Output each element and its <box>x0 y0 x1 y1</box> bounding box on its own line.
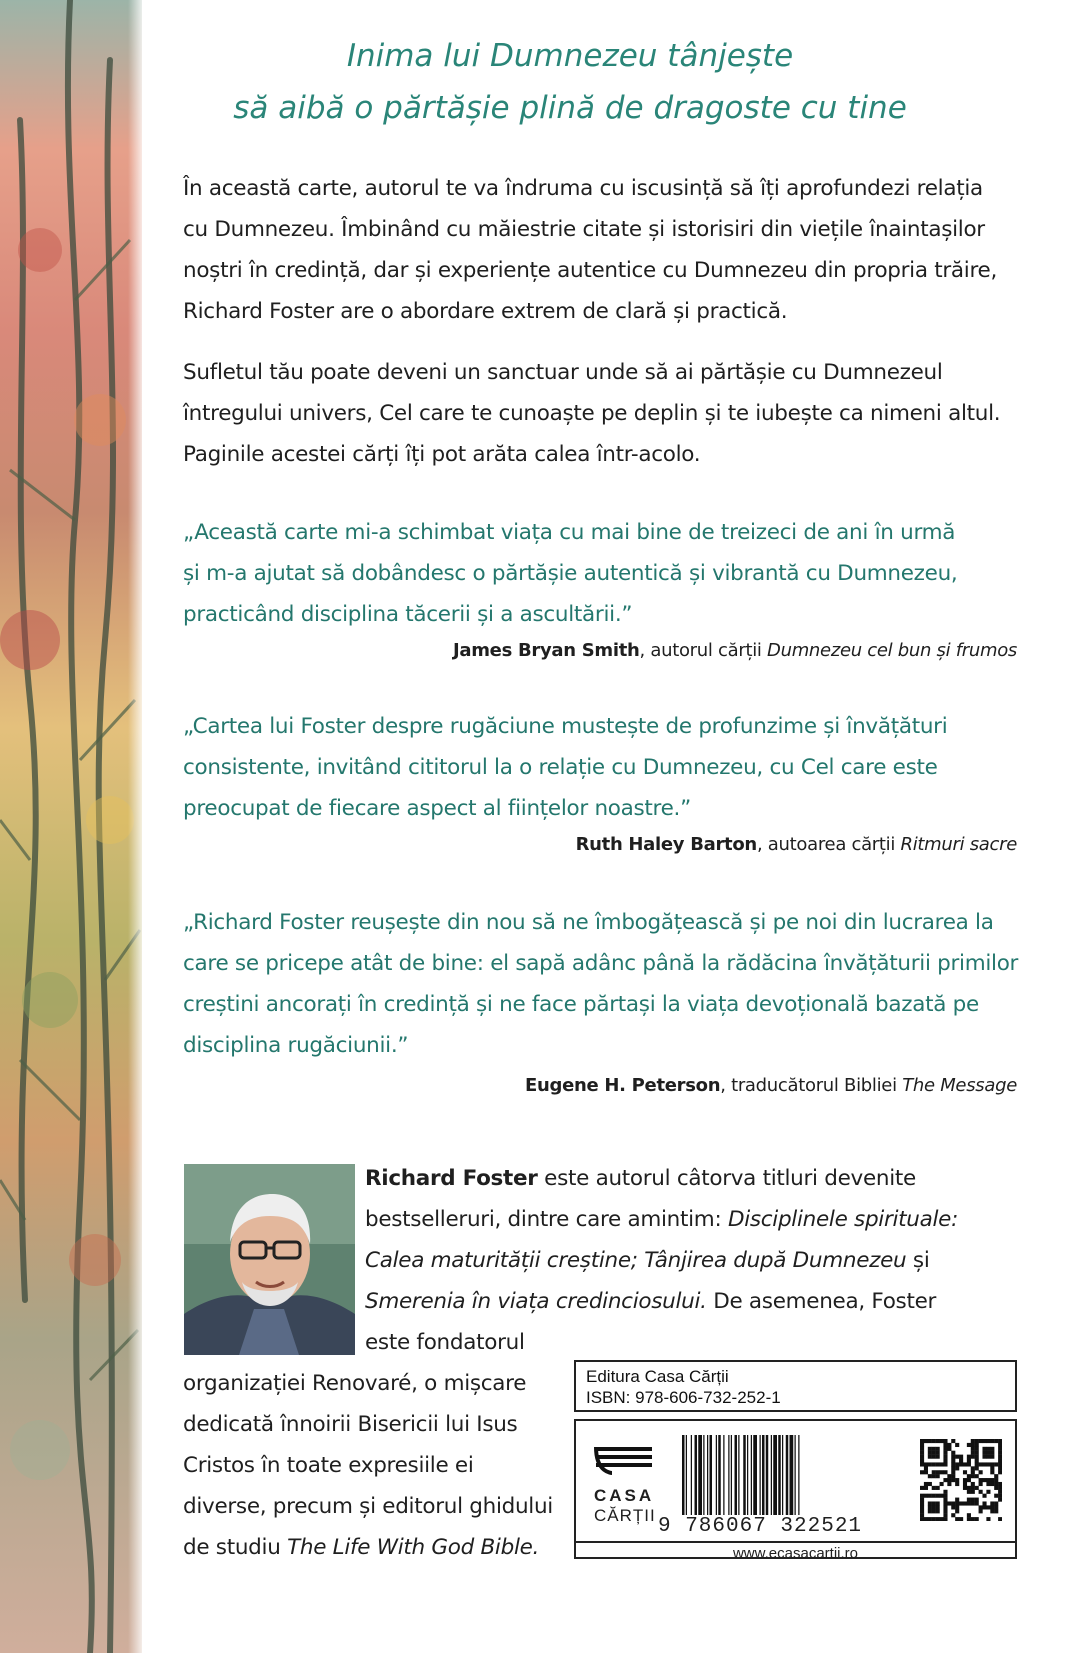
text-line: Richard Foster are o abordare extrem de clară și practică. <box>183 299 788 324</box>
bio-text: și <box>906 1248 930 1273</box>
logo-text-1: CASA <box>594 1486 655 1505</box>
bio-text: diverse, precum și editorul ghidului <box>183 1494 553 1519</box>
website-url: www.ecasacartii.ro <box>576 1541 1015 1563</box>
bio-text: De asemenea, Foster <box>706 1289 937 1314</box>
text-line: cu Dumnezeu. Îmbinând cu măiestrie citate și istorisiri din viețile înaintașilor <box>183 217 985 242</box>
quote-author: James Bryan Smith <box>452 640 640 661</box>
bio-text: organizației Renovaré, o mișcare <box>183 1371 527 1396</box>
quote-work: The Message <box>902 1075 1017 1096</box>
quote-line: creștini ancorați în credință și ne face părtași la viața devoțională bazată pe <box>183 992 979 1017</box>
tagline-line-1: Inima lui Dumnezeu tânjește <box>346 38 794 74</box>
text-line: Paginile acestei cărți îți pot arăta calea într-acolo. <box>183 442 701 467</box>
quote-line: „Această carte mi-a schimbat viața cu mai bine de treizeci de ani în urmă <box>183 520 956 545</box>
logo-text-2: CĂRȚII <box>594 1506 656 1525</box>
qr-code-icon <box>920 1439 1002 1521</box>
quote-author: Ruth Haley Barton <box>575 834 757 855</box>
text-line: În această carte, autorul te va îndruma cu iscusință să îți aprofundezi relația <box>183 176 983 201</box>
quote-line: „Richard Foster reușește din nou să ne îmbogățească și pe noi din lucrarea la <box>183 910 994 935</box>
author-bio-top <box>365 1158 958 1363</box>
text-line: întregului univers, Cel care te cunoaște pe deplin și te iubește ca nimeni altul. <box>183 401 1001 426</box>
quote-1-attribution <box>453 640 1017 661</box>
watercolor-art-strip <box>0 0 142 1653</box>
quote-author: Eugene H. Peterson <box>524 1075 721 1096</box>
quote-line: care se pricepe atât de bine: el sapă adânc până la rădăcina învățăturii primilor <box>183 951 1019 976</box>
tree-branches-illustration <box>0 0 142 1653</box>
author-photo <box>184 1164 355 1355</box>
author-bio-bottom <box>183 1363 553 1568</box>
quote-author-role: , traducătorul Bibliei <box>720 1075 903 1096</box>
isbn-text: ISBN: 978-606-732-252-1 <box>586 1388 781 1407</box>
imprint-box <box>574 1360 1017 1412</box>
quote-3-attribution <box>525 1075 1017 1096</box>
bio-text: este fondatorul <box>365 1330 525 1355</box>
quote-line: disciplina rugăciunii.” <box>183 1033 409 1058</box>
quote-3 <box>183 902 1019 1066</box>
quote-line: consistente, invitând cititorul la o relație cu Dumnezeu, cu Cel care este <box>183 755 938 780</box>
quote-2 <box>183 706 1013 829</box>
author-name: Richard Foster <box>365 1166 538 1191</box>
quote-1 <box>183 512 1013 635</box>
description-paragraph-2 <box>183 352 1013 475</box>
bio-book-title: Calea maturității creștine; Tânjirea după Dumnezeu <box>365 1248 907 1273</box>
publisher-logo <box>594 1443 664 1526</box>
text-line: noștri în credință, dar și experiențe autentice cu Dumnezeu din propria trăire, <box>183 258 998 283</box>
art-fade-edge <box>128 0 142 1653</box>
description-paragraph-1 <box>183 168 1013 332</box>
barcode-box <box>574 1419 1017 1562</box>
quote-line: și m-a ajutat să dobândesc o părtășie autentică și vibrantă cu Dumnezeu, <box>183 561 958 586</box>
bio-text: este autorul câtorva titluri devenite <box>537 1166 916 1191</box>
quote-line: preocupat de fiecare aspect al ființelor noastre.” <box>183 796 691 821</box>
quote-line: „Cartea lui Foster despre rugăciune mustește de profunzime și învățături <box>183 714 948 739</box>
barcode-bars <box>680 1435 910 1517</box>
tagline-line-2: să aibă o părtășie plină de dragoste cu tine <box>233 90 907 126</box>
publisher-name: Editura Casa Cărții <box>586 1367 729 1386</box>
author-portrait-image <box>184 1164 355 1355</box>
tagline <box>200 30 940 134</box>
bio-book-title: The Life With God Bible. <box>287 1535 540 1560</box>
quote-author-role: , autorul cărții <box>639 640 768 661</box>
quote-line: practicând disciplina tăcerii și a ascultării.” <box>183 602 633 627</box>
quote-work: Ritmuri sacre <box>900 834 1017 855</box>
book-logo-icon <box>594 1443 654 1477</box>
bio-book-title: Smerenia în viața credinciosului. <box>365 1289 707 1314</box>
text-line: Sufletul tău poate deveni un sanctuar unde să ai părtășie cu Dumnezeul <box>183 360 943 385</box>
bio-text: Cristos în toate expresiile ei <box>183 1453 474 1478</box>
bio-text: dedicată înnoirii Bisericii lui Isus <box>183 1412 518 1437</box>
quote-2-attribution <box>576 834 1017 855</box>
bio-book-title: Disciplinele spirituale: <box>727 1207 959 1232</box>
bio-text: bestselleruri, dintre care amintim: <box>365 1207 728 1232</box>
bio-text: de studiu <box>183 1535 288 1560</box>
barcode-digits: 9 786067 322521 <box>658 1515 863 1538</box>
quote-author-role: , autoarea cărții <box>756 834 901 855</box>
quote-work: Dumnezeu cel bun și frumos <box>767 640 1017 661</box>
